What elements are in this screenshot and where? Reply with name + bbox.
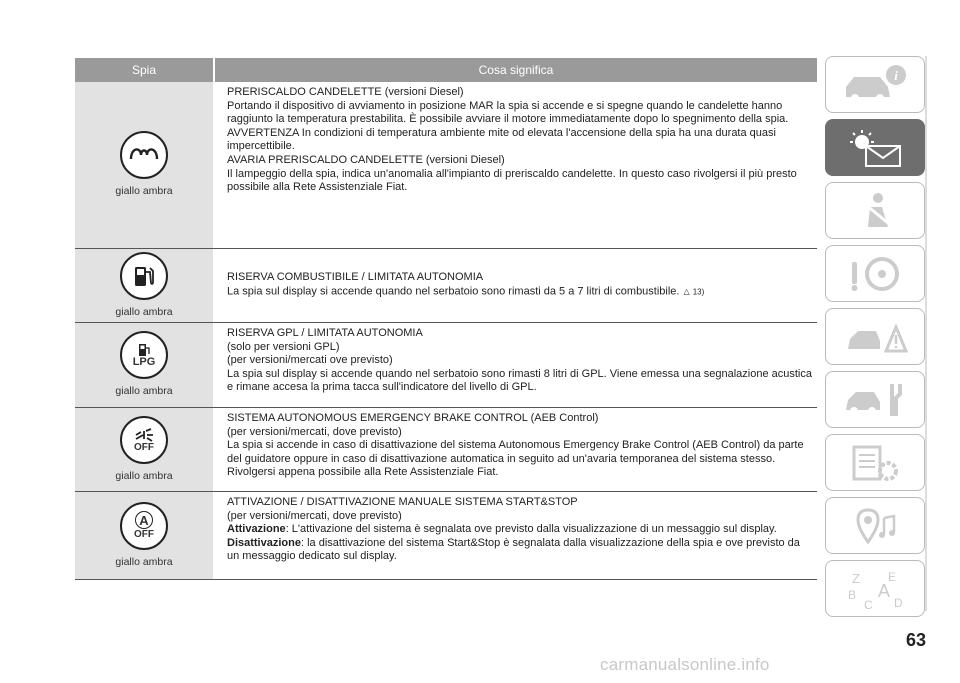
spia-color-label: giallo ambra (115, 555, 173, 568)
technical-data-icon[interactable] (825, 434, 925, 491)
attivazione-label: Attivazione (227, 523, 286, 536)
description-cell (215, 492, 817, 579)
spia-color-label: giallo ambra (115, 385, 173, 397)
row-text: AVVERTENZA In condizioni di temperatura ambiente mite od elevata l'accensione della spia ha una durata quasi impercettibile. (227, 126, 776, 153)
row-title: RISERVA GPL / LIMITATA AUTONOMIA (227, 327, 423, 339)
row-title: SISTEMA AUTONOMOUS EMERGENCY BRAKE CONTROL (AEB Control) (227, 412, 599, 424)
index-icon[interactable] (825, 560, 925, 617)
row-title: AVARIA PRERISCALDO CANDELETTE (versioni Diesel) (227, 153, 505, 166)
maintenance-icon[interactable] (825, 371, 925, 428)
row-text: Il lampeggio della spia, indica un'anomalia all'impianto di preriscaldo candelette. In questo caso rivolgersi il più presto possibile alla Rete Assistenziale Fiat. (227, 167, 797, 194)
description-cell (215, 323, 817, 407)
svg-text:A: A (878, 580, 891, 601)
spia-cell (75, 408, 215, 491)
sidebar-divider (925, 56, 927, 611)
spia-color-label: giallo ambra (115, 305, 173, 318)
spia-cell (75, 249, 215, 322)
warning-triangle-icon: △ (683, 286, 690, 296)
table-row (75, 492, 817, 580)
description-cell (215, 249, 817, 322)
row-text: (per versioni/mercati, dove previsto) (227, 509, 402, 522)
row-title: PRERISCALDO CANDELETTE (versioni Diesel) (227, 86, 464, 98)
row-text: Portando il dispositivo di avviamento in posizione MAR la spia si accende e si spegne quando le candelette hanno raggiunto la temperatura prestabilita. È possibile avviare il motore immediatamente dopo lo spegnimento della spia. (227, 99, 789, 126)
glow-plug-icon (120, 131, 168, 179)
description-cell (215, 82, 817, 248)
emergency-icon[interactable] (825, 308, 925, 365)
row-text: (per versioni/mercati, dove previsto) (227, 425, 402, 438)
description-cell (215, 408, 817, 491)
lpg-label: LPG (132, 355, 156, 368)
row-text: : L'attivazione del sistema è segnalata ove previsto dalla visualizzazione di un messaggio sul display. (285, 523, 777, 536)
watermark: carmanualsonline.info (600, 655, 770, 674)
starting-driving-icon[interactable] (825, 245, 925, 302)
row-text: La spia si accende in caso di disattivazione del sistema Autonomous Emergency Brake Control (AEB Control) da parte del guidatore oppure in caso di disattivazione automatica in seguito ad un'avaria temporanea del sistema stesso. Rivolgersi appena possibile alla Rete Assistenziale Fiat. (227, 439, 804, 479)
table-row (75, 408, 817, 492)
spia-color-label: giallo ambra (115, 185, 173, 197)
spia-cell (75, 323, 215, 407)
table-row (75, 82, 817, 249)
svg-text:D: D (894, 595, 903, 610)
off-label: OFF (134, 441, 154, 453)
chapter-sidebar (825, 56, 927, 623)
svg-text:i: i (894, 67, 898, 83)
off-label: OFF (134, 529, 154, 540)
multimedia-icon[interactable] (825, 497, 925, 554)
start-stop-off-icon (120, 502, 168, 550)
svg-text:C: C (864, 597, 873, 611)
warning-lights-messages-icon[interactable] (825, 119, 925, 176)
spia-cell (75, 82, 215, 248)
row-title: RISERVA COMBUSTIBILE / LIMITATA AUTONOMIA (227, 271, 484, 283)
row-text: (per versioni/mercati ove previsto) (227, 354, 393, 367)
spia-color-label: giallo ambra (115, 469, 173, 482)
aeb-off-icon (120, 416, 168, 464)
page-number: 63 (905, 630, 926, 650)
disattivazione-label: Disattivazione (227, 536, 301, 549)
lpg-fuel-icon (120, 331, 168, 379)
header-spia: Spia (75, 58, 215, 82)
header-cosa-significa: Cosa significa (478, 63, 554, 77)
table-row (75, 249, 817, 323)
svg-text:E: E (888, 569, 897, 584)
row-title: ATTIVAZIONE / DISATTIVAZIONE MANUALE SISTEMA START&STOP (227, 496, 578, 508)
row-text: : la disattivazione del sistema Start&Stop è segnalata dalla visualizzazione della spia e ove previsto da un messaggio dedicato sul display. (227, 536, 800, 563)
car-info-icon[interactable] (825, 56, 925, 113)
row-text: La spia sul display si accende quando nel serbatoio sono rimasti 8 litri di GPL. Viene emessa una segnalazione acustica e rimane accesa la prima tacca sull'indicatore del livello di GPL. (227, 367, 812, 394)
warning-lights-table (75, 58, 817, 580)
table-row (75, 323, 817, 408)
note-reference: 13) (692, 287, 705, 297)
svg-text:B: B (848, 587, 857, 602)
row-text: (solo per versioni GPL) (227, 340, 340, 353)
fuel-pump-icon (120, 252, 168, 300)
safety-icon[interactable] (825, 182, 925, 239)
table-header (75, 58, 817, 82)
svg-text:Z: Z (852, 570, 860, 586)
auto-a-label: A (135, 511, 153, 529)
spia-cell (75, 492, 215, 579)
row-text: La spia sul display si accende quando nel serbatoio sono rimasti da 5 a 7 litri di combustibile. (227, 285, 680, 298)
